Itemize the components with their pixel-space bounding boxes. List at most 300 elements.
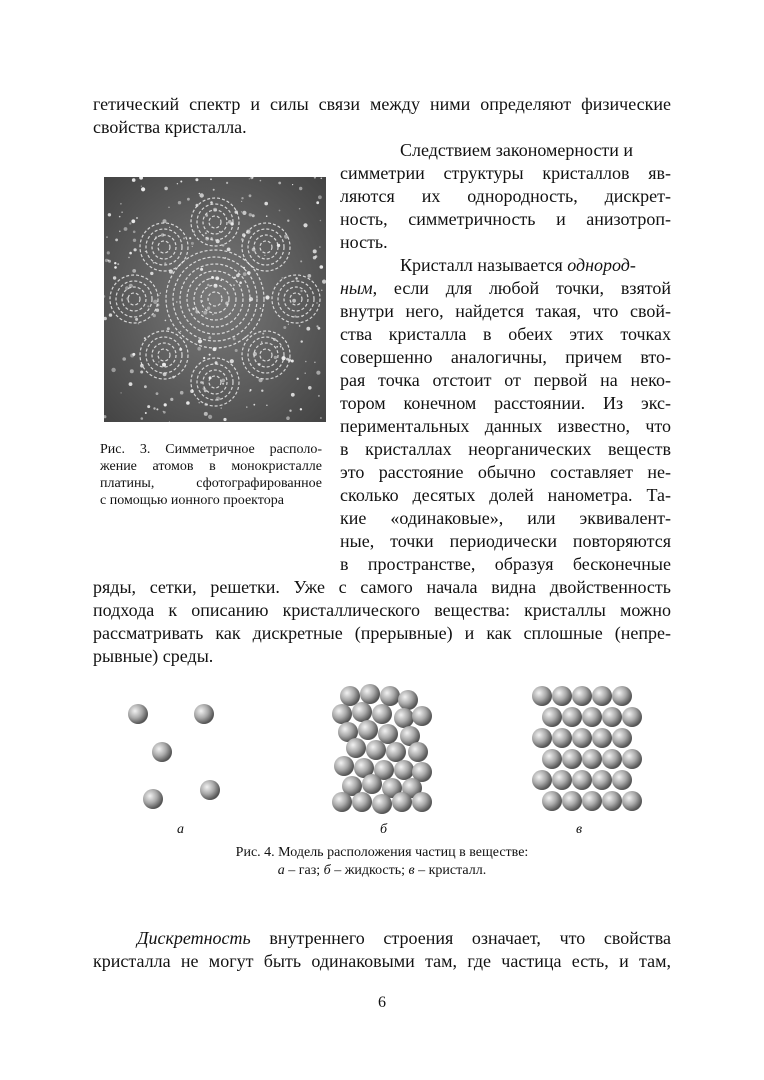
photo-speck — [320, 220, 322, 222]
photo-speck — [192, 308, 194, 310]
particle-sphere — [562, 707, 582, 727]
text-line: ляются их однородность, дискрет- — [340, 186, 671, 206]
photo-speck — [234, 277, 236, 279]
particle-sphere — [582, 749, 602, 769]
photo-speck — [129, 222, 131, 224]
photo-speck — [260, 180, 262, 182]
caption-text: – жидкость; — [330, 863, 409, 878]
photo-speck — [243, 267, 245, 269]
photo-speck — [141, 187, 145, 191]
particle-sphere — [552, 728, 572, 748]
photo-speck — [242, 233, 246, 237]
particle-sphere — [592, 728, 612, 748]
photo-speck — [313, 256, 316, 259]
photo-speck — [262, 333, 264, 335]
particle-sphere — [362, 774, 382, 794]
photo-speck — [120, 392, 121, 393]
photo-speck — [210, 237, 212, 239]
photo-speck — [211, 276, 214, 279]
particle-sphere — [622, 707, 642, 727]
platinum-field-ion-photo — [104, 177, 326, 422]
photo-speck — [230, 359, 234, 363]
particle-sphere — [408, 742, 428, 762]
photo-speck — [280, 346, 282, 348]
photo-speck — [156, 303, 159, 306]
photo-speck — [170, 398, 173, 401]
photo-speck — [209, 354, 211, 356]
photo-speck — [316, 201, 319, 204]
caption-letter: б — [323, 863, 331, 878]
photo-speck — [125, 286, 129, 290]
text-line: ства кристалла в обеих этих точках — [340, 324, 671, 344]
photo-speck — [266, 215, 268, 217]
photo-speck — [307, 274, 311, 278]
particle-sphere — [380, 686, 400, 706]
photo-speck — [230, 222, 233, 225]
photo-speck — [222, 244, 224, 246]
photo-speck — [288, 324, 289, 325]
photo-speck — [282, 277, 283, 278]
photo-speck — [204, 403, 207, 406]
photo-speck — [289, 410, 291, 412]
text-line: в пространстве, образуя бесконечные — [340, 554, 671, 574]
photo-speck — [282, 356, 286, 360]
photo-speck — [141, 186, 142, 187]
photo-speck — [153, 262, 155, 264]
particle-sphere — [622, 749, 642, 769]
text-line: внутри него, найдется такая, что свой- — [340, 301, 671, 321]
photo-speck — [318, 395, 320, 397]
photo-speck — [163, 219, 167, 223]
photo-speck — [134, 248, 137, 251]
particle-sphere — [412, 706, 432, 726]
photo-speck — [177, 183, 178, 184]
photo-speck — [246, 230, 250, 234]
photo-speck — [178, 201, 181, 204]
photo-speck — [160, 293, 161, 294]
photo-speck — [241, 211, 242, 212]
figure-caption-line: Рис. 3. Симметричное располо- — [100, 442, 322, 457]
photo-speck — [156, 309, 159, 312]
photo-speck — [246, 406, 247, 407]
text-line: свойства кристалла. — [93, 117, 247, 137]
particle-sphere — [334, 756, 354, 776]
text-line — [137, 927, 671, 949]
photo-speck — [235, 210, 238, 213]
photo-speck — [144, 337, 146, 339]
photo-speck — [155, 236, 157, 238]
photo-speck — [179, 348, 182, 351]
photo-speck — [292, 299, 296, 303]
photo-speck — [191, 242, 194, 245]
particle-sphere — [332, 792, 352, 812]
photo-speck — [115, 239, 118, 242]
photo-speck — [300, 408, 302, 410]
photo-speck — [305, 373, 306, 374]
text-line: ряды, сетки, решетки. Уже с самого начала видна двойственность — [93, 577, 671, 597]
photo-speck — [253, 352, 257, 356]
particle-sphere — [612, 770, 632, 790]
photo-speck — [119, 216, 121, 218]
photo-speck — [168, 207, 170, 209]
photo-speck — [205, 237, 209, 241]
photo-speck — [245, 337, 247, 339]
particle-sphere — [360, 684, 380, 704]
text-line: в кристаллах неорганических веществ — [340, 439, 671, 459]
particle-sphere — [562, 749, 582, 769]
photo-speck — [133, 239, 136, 242]
particle-sphere — [200, 780, 220, 800]
photo-speck — [192, 246, 193, 247]
photo-speck — [212, 314, 214, 316]
photo-speck — [114, 262, 116, 264]
photo-speck — [221, 407, 222, 408]
particle-sphere — [572, 770, 592, 790]
text-line: это расстояние обычно составляет не- — [340, 462, 671, 482]
particle-sphere — [143, 789, 163, 809]
particle-sphere — [532, 728, 552, 748]
photo-speck — [158, 295, 159, 296]
gas-particles-panel — [118, 694, 228, 814]
text-line: ность, симметричность и анизотроп- — [340, 209, 671, 229]
photo-speck — [165, 320, 167, 322]
photo-speck — [264, 255, 265, 256]
photo-speck — [249, 178, 250, 179]
caption-letter: а — [277, 863, 285, 878]
particle-sphere — [532, 686, 552, 706]
photo-speck — [302, 316, 303, 317]
particle-sphere — [592, 770, 612, 790]
photo-speck — [210, 278, 211, 279]
photo-speck — [164, 403, 167, 406]
photo-speck — [145, 412, 147, 414]
particle-sphere — [542, 791, 562, 811]
photo-speck — [119, 231, 121, 233]
photo-speck — [252, 248, 256, 252]
italic-term: однород- — [567, 255, 636, 275]
photo-speck — [136, 217, 138, 219]
photo-speck — [200, 268, 203, 271]
photo-speck — [249, 194, 252, 197]
particle-sphere — [372, 704, 392, 724]
photo-speck — [301, 340, 303, 342]
page-number: 6 — [378, 994, 386, 1011]
photo-speck — [129, 284, 133, 288]
particle-sphere — [372, 794, 392, 814]
photo-speck — [288, 358, 291, 361]
text-line: тором конечном расстоянии. Из экс- — [340, 393, 671, 413]
particle-sphere — [602, 791, 622, 811]
photo-speck — [202, 300, 203, 301]
photo-speck — [198, 339, 202, 343]
caption-text: – газ; — [284, 863, 324, 878]
photo-speck — [150, 272, 153, 275]
photo-speck — [113, 276, 116, 279]
photo-speck — [203, 311, 207, 315]
particle-sphere — [572, 728, 592, 748]
figure-caption-line — [0, 862, 764, 880]
photo-speck — [249, 297, 253, 301]
photo-speck — [213, 208, 217, 212]
figure-caption-line: с помощью ионного проектора — [100, 493, 284, 508]
text-line: рая точка отстоит от первой на неко- — [340, 370, 671, 390]
photo-speck — [153, 300, 157, 304]
particle-sphere — [532, 770, 552, 790]
photo-speck — [167, 327, 170, 330]
photo-speck — [241, 238, 244, 241]
photo-speck — [114, 266, 117, 269]
text-line: рассматривать как дискретные (прерывные) и как сплошные (непре- — [93, 623, 671, 643]
particle-sphere — [332, 704, 352, 724]
photo-speck — [197, 347, 201, 351]
photo-speck — [132, 353, 135, 356]
photo-speck — [249, 390, 251, 392]
particle-sphere — [572, 686, 592, 706]
photo-speck — [180, 181, 182, 183]
photo-speck — [131, 219, 135, 223]
photo-speck — [320, 417, 322, 419]
photo-speck — [187, 198, 190, 201]
photo-speck — [169, 227, 170, 228]
photo-speck — [319, 246, 321, 248]
photo-speck — [243, 272, 247, 276]
photo-speck — [117, 263, 119, 265]
photo-speck — [208, 415, 212, 419]
photo-speck — [109, 313, 112, 316]
photo-speck — [108, 213, 111, 216]
photo-speck — [299, 187, 302, 190]
photo-speck — [132, 178, 136, 182]
photo-speck — [180, 331, 181, 332]
italic-term: ным — [340, 278, 373, 298]
photo-speck — [210, 178, 212, 180]
particle-sphere — [152, 742, 172, 762]
text-run: внутреннего строения означает, что свойства — [250, 928, 671, 948]
photo-speck — [130, 369, 134, 373]
photo-speck — [222, 383, 224, 385]
photo-speck — [313, 249, 317, 253]
photo-speck — [236, 274, 240, 278]
photo-speck — [190, 389, 194, 393]
text-line: Следствием закономерности и — [400, 140, 634, 160]
photo-speck — [163, 411, 166, 414]
photo-speck — [287, 220, 289, 222]
photo-speck — [213, 189, 215, 191]
photo-speck — [291, 393, 295, 397]
photo-speck — [266, 405, 267, 406]
photo-speck — [294, 315, 296, 317]
photo-speck — [140, 364, 144, 368]
particle-sphere — [352, 702, 372, 722]
photo-speck — [129, 252, 132, 255]
photo-speck — [227, 315, 229, 317]
photo-speck — [252, 214, 255, 217]
text-line: гетический спектр и силы связи между ними определяют физические — [93, 94, 671, 114]
photo-speck — [295, 277, 297, 279]
photo-speck — [172, 376, 175, 379]
photo-speck — [321, 178, 323, 180]
photo-speck — [121, 211, 123, 213]
photo-speck — [223, 418, 226, 421]
particle-sphere — [562, 791, 582, 811]
photo-speck — [108, 260, 110, 262]
photo-speck — [305, 361, 307, 363]
photo-speck — [308, 386, 312, 390]
text-line: периментальных данных известно, что — [340, 416, 671, 436]
particle-sphere — [612, 728, 632, 748]
text-line: сколько десятых долей нанометра. Та- — [340, 485, 671, 505]
photo-speck — [158, 361, 160, 363]
particle-sphere — [592, 686, 612, 706]
photo-speck — [163, 372, 167, 376]
photo-speck — [215, 361, 218, 364]
text-run: , если для любой точки, взятой — [372, 278, 671, 298]
text-line: кристалла не могут быть одинаковыми там, где частица есть, и там, — [93, 951, 671, 971]
photo-speck — [106, 236, 108, 238]
photo-speck — [259, 378, 263, 382]
text-run: Кристалл называется — [400, 255, 568, 275]
photo-speck — [210, 201, 213, 204]
photo-speck — [303, 223, 307, 227]
photo-speck — [196, 204, 199, 207]
photo-speck — [203, 387, 206, 390]
photo-speck — [135, 318, 138, 321]
photo-speck — [132, 269, 136, 273]
photo-speck — [111, 368, 115, 372]
photo-speck — [225, 302, 229, 306]
photo-speck — [247, 271, 251, 275]
photo-speck — [261, 341, 262, 342]
photo-speck — [133, 231, 136, 234]
photo-speck — [241, 201, 242, 202]
liquid-particles-panel — [328, 684, 438, 814]
crystal-particles-panel — [530, 684, 642, 816]
photo-speck — [162, 363, 166, 367]
particle-sphere — [394, 708, 414, 728]
photo-speck — [208, 336, 211, 339]
particle-sphere — [378, 724, 398, 744]
photo-speck — [299, 325, 301, 327]
particle-sphere — [386, 742, 406, 762]
photo-speck — [219, 231, 221, 233]
photo-speck — [316, 302, 317, 303]
photo-speck — [186, 401, 190, 405]
photo-speck — [180, 391, 184, 395]
photo-speck — [200, 193, 204, 197]
caption-text: – кристалл. — [414, 863, 487, 878]
photo-speck — [233, 338, 236, 341]
panel-label-c: в — [576, 822, 583, 837]
particle-sphere — [622, 791, 642, 811]
photo-speck — [193, 231, 195, 233]
photo-speck — [215, 276, 219, 280]
particle-sphere — [542, 707, 562, 727]
photo-speck — [147, 305, 149, 307]
panel-label-b: б — [380, 822, 388, 837]
photo-speck — [227, 248, 231, 252]
photo-speck — [107, 251, 110, 254]
particle-sphere — [194, 704, 214, 724]
photo-speck — [209, 376, 212, 379]
photo-speck — [199, 193, 201, 195]
photo-speck — [204, 412, 208, 416]
photo-speck — [277, 244, 280, 247]
photo-speck — [261, 390, 263, 392]
text-line: ность. — [340, 232, 388, 252]
photo-speck — [147, 405, 150, 408]
photo-speck — [138, 323, 140, 325]
photo-speck — [242, 211, 246, 215]
particle-sphere — [412, 792, 432, 812]
photo-speck — [156, 392, 159, 395]
photo-speck — [203, 357, 205, 359]
photo-speck — [233, 284, 234, 285]
photo-speck — [279, 210, 281, 212]
photo-speck — [207, 307, 210, 310]
photo-speck — [216, 397, 220, 401]
photo-speck — [226, 182, 228, 184]
photo-speck — [198, 402, 200, 404]
photo-speck — [274, 356, 277, 359]
photo-speck — [297, 378, 299, 380]
photo-speck — [292, 184, 293, 185]
photo-speck — [214, 284, 218, 288]
photo-speck — [200, 381, 203, 384]
photo-speck — [320, 265, 324, 269]
photo-speck — [318, 195, 322, 199]
photo-speck — [239, 270, 240, 271]
panel-label-a: а — [177, 822, 184, 837]
photo-speck — [127, 297, 130, 300]
photo-speck — [300, 290, 302, 292]
photo-speck — [156, 408, 158, 410]
photo-speck — [141, 417, 144, 420]
particle-sphere — [394, 760, 414, 780]
photo-speck — [183, 237, 185, 239]
text-line: подхода к описанию кристаллического вещества: кристаллы можно — [93, 600, 671, 620]
particle-sphere — [612, 686, 632, 706]
text-line: рывные) среды. — [93, 646, 214, 666]
photo-speck — [161, 233, 165, 237]
photo-speck — [253, 404, 255, 406]
text-line: симметрии структуры кристаллов яв- — [340, 163, 671, 183]
photo-speck — [205, 214, 208, 217]
photo-speck — [181, 262, 182, 263]
photo-speck — [176, 301, 177, 302]
photo-speck — [164, 262, 166, 264]
photo-speck — [129, 382, 133, 386]
text-line: совершенно аналогичны, причем вто- — [340, 347, 671, 367]
caption-letter: в — [408, 863, 415, 878]
particle-sphere — [392, 792, 412, 812]
photo-speck — [316, 371, 320, 375]
photo-speck — [314, 362, 316, 364]
figure-caption-line: Рис. 4. Модель расположения частиц в веществе: — [235, 845, 529, 860]
photo-speck — [164, 187, 168, 191]
particle-sphere — [358, 720, 378, 740]
photo-speck — [220, 280, 222, 282]
photo-speck — [153, 314, 156, 317]
photo-speck — [189, 237, 191, 239]
photo-speck — [291, 360, 294, 363]
photo-speck — [153, 407, 155, 409]
particle-sphere — [346, 738, 366, 758]
text-line: ные, точки периодически повторяются — [340, 531, 671, 551]
photo-speck — [128, 257, 130, 259]
figure-caption-line: платины, сфотографированное — [100, 476, 322, 491]
particle-sphere — [398, 690, 418, 710]
photo-speck — [264, 202, 268, 206]
